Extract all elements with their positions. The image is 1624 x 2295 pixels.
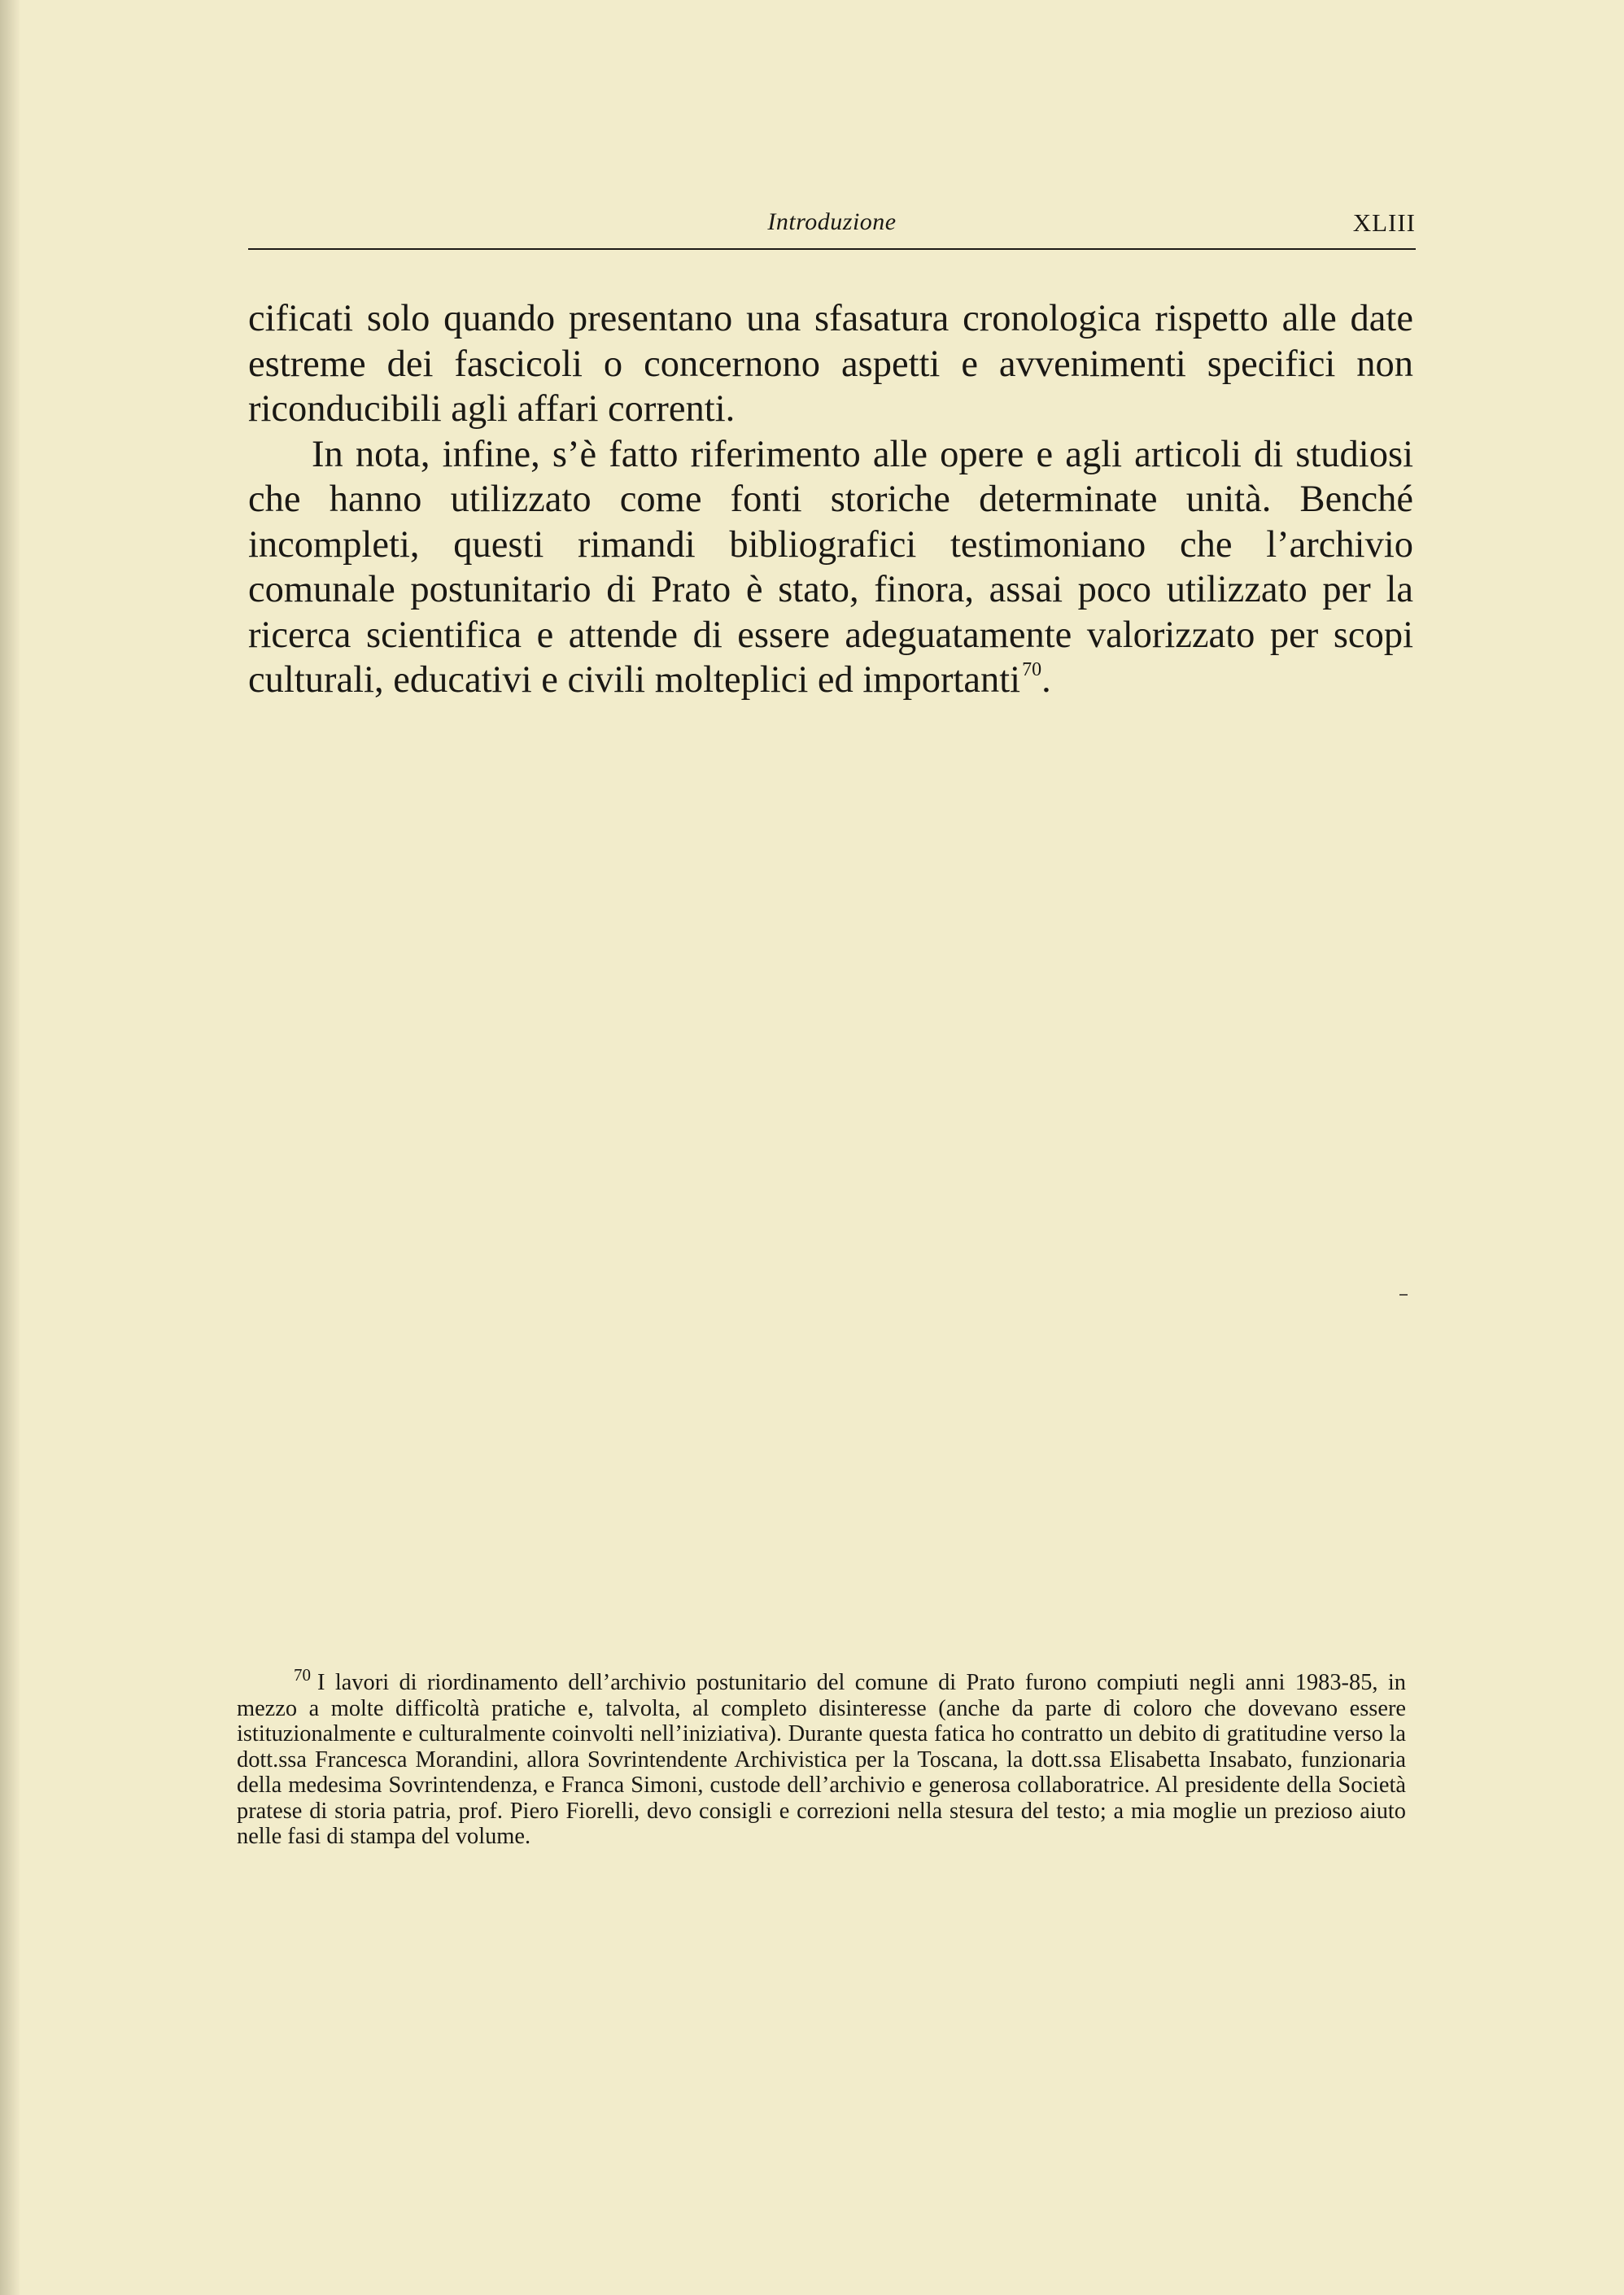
footnote [237,1665,1406,1850]
header-rule [248,248,1416,250]
paragraph-text: In nota, infine, s’è fatto riferimento alle opere e agli articoli di studiosi che hanno utilizzato come fonti storiche determinate unità. Benché incompleti, questi rimandi bibliografici testimoniano che l’archivio comunale postunitario di Prato è stato, finora, assai poco utilizzato per la ricerca scientifica e attende di essere adeguatamente valorizzato per scopi culturali, educativi e civili molteplici ed importanti [248,433,1413,701]
running-title: Introduzione [767,208,897,235]
paragraph-bibliography-note [248,432,1413,703]
main-text [248,296,1413,703]
stray-print-mark [1399,1294,1408,1296]
closing-period: . [1041,659,1051,701]
page-binding-edge [0,0,20,2295]
paragraph-continued: cificati solo quando presentano una sfasatura cronologica rispetto alle date estreme dei fascicoli o concernono aspetti e avvenimenti specifici non riconducibili agli affari correnti. [248,298,1413,430]
running-header [248,207,1416,247]
footnote-reference: 70 [1022,659,1042,680]
page-number: XLIII [1352,208,1416,237]
footnote-number: 70 [294,1665,311,1685]
footnote-text: I lavori di riordinamento dell’archivio postunitario del comune di Prato furono compiuti negli anni 1983-85, in mezzo a molte difficoltà pratiche e, talvolta, al completo disinteresse (anche da parte di coloro che dovevano essere istituzionalmente e culturalmente coinvolti nell’iniziativa). Durante questa fatica ho contratto un debito di gratitudine verso la dott.ssa Francesca Morandini, allora Sovrintendente Archivistica per la Toscana, la dott.ssa Elisabetta Insabato, funzionaria della medesima Sovrintendenza, e Franca Simoni, custode dell’archivio e generosa collaboratrice. Al presidente della Società pratese di storia patria, prof. Piero Fiorelli, devo consigli e correzioni nella stesura del testo; a mia moglie un prezioso aiuto nelle fasi di stampa del volume. [237,1670,1406,1849]
